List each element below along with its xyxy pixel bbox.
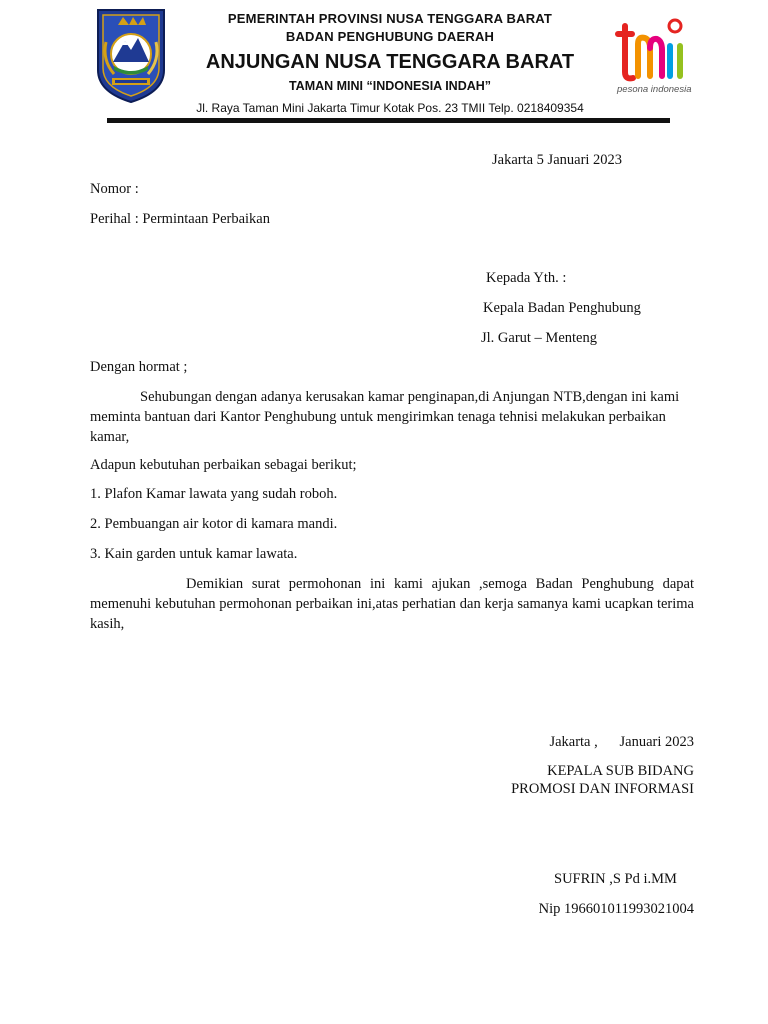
letterhead-divider	[107, 118, 670, 123]
recipient-heading: Kepada Yth. :	[486, 270, 567, 286]
signature-place-date: Jakarta , Januari 2023	[549, 734, 694, 750]
body-paragraph-text: Sehubungan dengan adanya kerusakan kamar penginapan,di Anjungan NTB,dengan ini kami meminta bantuan dari Kantor Penghubung untuk mengirimkan tenaga tehnisi melakukan perbaikan kamar,	[90, 389, 680, 445]
signatory-nip: Nip 196601011993021004	[538, 901, 694, 917]
letterhead-government: PEMERINTAH PROVINSI NUSA TENGGARA BARAT	[227, 11, 553, 26]
closing-paragraph-text: Demikian surat permohonan ini kami ajukan ,semoga Badan Penghubung dapat memenuhi kebutuhan permohonan perbaikan ini,atas perhatian dan kerja samanya kami ucapkan terima kasih,	[90, 576, 694, 632]
ntb-province-emblem-logo	[96, 8, 166, 104]
list-item: 1. Plafon Kamar lawata yang sudah roboh.	[90, 486, 338, 502]
recipient-name: Kepala Badan Penghubung	[483, 300, 641, 316]
letter-number: Nomor :	[90, 181, 139, 197]
letterhead-title: ANJUNGAN NUSA TENGGARA BARAT	[205, 51, 575, 73]
body-paragraph	[90, 387, 694, 447]
letter-subject: Perihal : Permintaan Perbaikan	[90, 211, 270, 227]
signature-position-line1: KEPALA SUB BIDANG	[547, 763, 694, 779]
letter-date: Jakarta 5 Januari 2023	[492, 152, 623, 168]
letterhead-agency: BADAN PENGHUBUNG DAERAH	[285, 29, 495, 44]
needs-intro: Adapun kebutuhan perbaikan sebagai berikut;	[90, 457, 357, 473]
letterhead-address: Jl. Raya Taman Mini Jakarta Timur Kotak Pos. 23 TMII Telp. 0218409354	[196, 101, 584, 115]
letterhead	[170, 8, 610, 116]
recipient-address: Jl. Garut – Menteng	[481, 330, 597, 346]
signature-position-line2: PROMOSI DAN INFORMASI	[511, 781, 694, 797]
signatory-name: SUFRIN ,S Pd i.MM	[554, 871, 677, 887]
salutation: Dengan hormat ;	[90, 359, 188, 375]
list-item: 2. Pembuangan air kotor di kamara mandi.	[90, 516, 338, 532]
letterhead-subtitle: TAMAN MINI “INDONESIA INDAH”	[288, 79, 492, 93]
tmii-logo-caption: pesona indonesia	[617, 84, 692, 95]
closing-paragraph	[90, 574, 694, 634]
list-item: 3. Kain garden untuk kamar lawata.	[90, 546, 298, 562]
